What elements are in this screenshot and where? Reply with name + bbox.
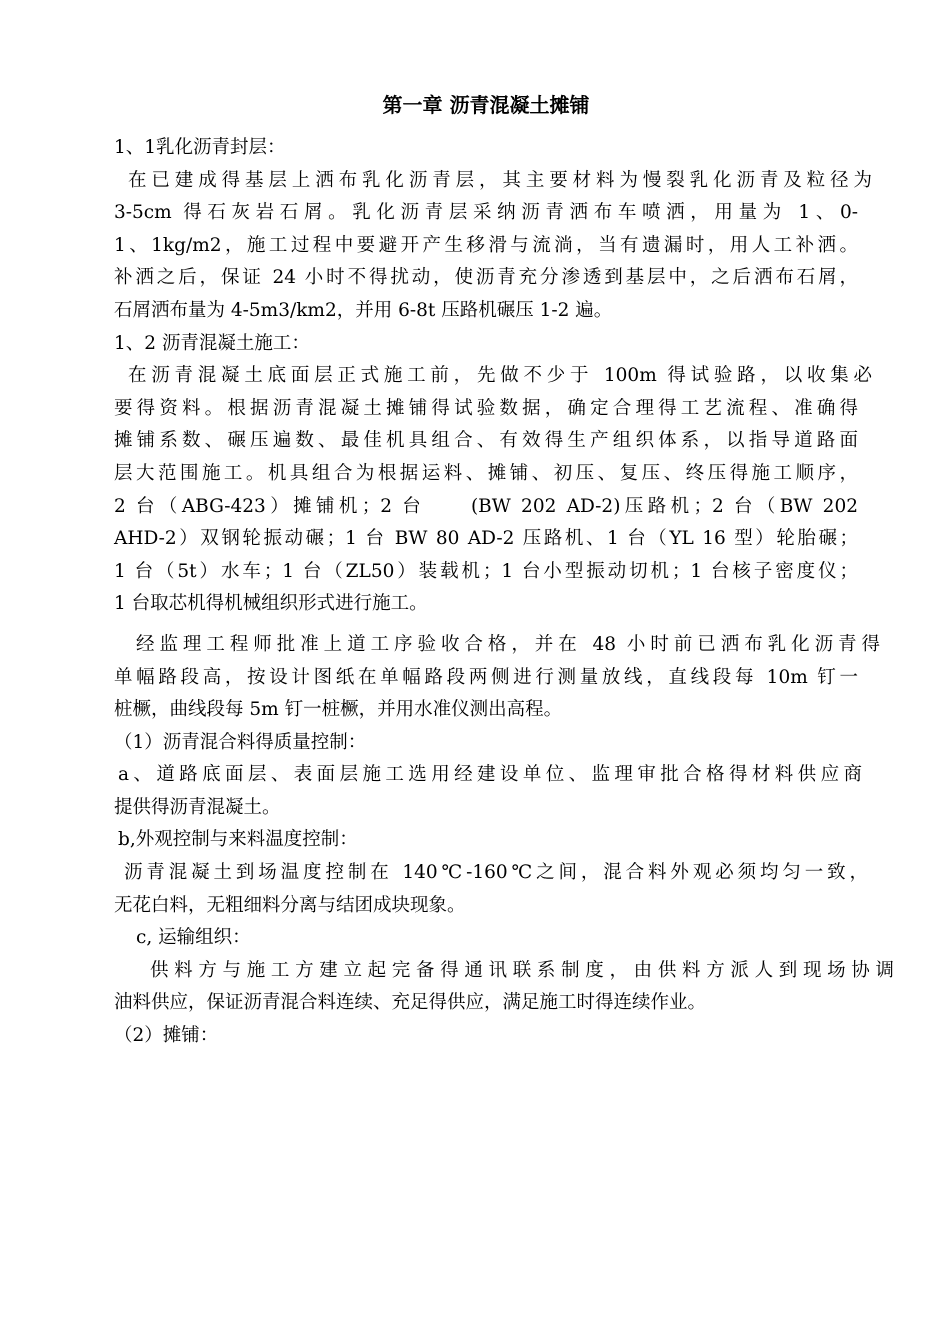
subsection-heading: （2）摊铺： — [114, 1025, 219, 1047]
paragraph-line: 1 台（5t）水车；1 台（ZL50）装载机；1 台小型振动切机；1 台核子密度仪； — [114, 560, 858, 582]
paragraph-line: 单幅路段高，按设计图纸在单幅路段两侧进行测量放线，直线段每 10m 钉一 — [114, 666, 858, 688]
paragraph-line: 在沥青混凝土底面层正式施工前，先做不少于 100m 得试验路，以收集必 — [128, 365, 872, 387]
subsection-heading: b,外观控制与来料温度控制： — [118, 829, 358, 851]
paragraph-line: 2 台（ABG-423）摊铺机；2 台 (BW 202 AD-2)压路机；2 台（BW 202 — [114, 495, 858, 517]
paragraph-line: 补洒之后，保证 24 小时不得扰动，使沥青充分渗透到基层中，之后洒布石屑， — [114, 267, 858, 289]
paragraph-line: 沥青混凝土到场温度控制在 140℃-160℃之间，混合料外观必须均匀一致， — [124, 862, 868, 884]
chapter-title: 第一章 沥青混凝土摊铺 — [382, 93, 590, 117]
paragraph-line: 1、1kg/m2，施工过程中要避开产生移滑与流淌，当有遗漏时，用人工补洒。 — [114, 234, 858, 256]
subsection-heading: （1）沥青混合料得质量控制： — [114, 731, 367, 753]
subsection-heading: c, 运输组织： — [136, 927, 251, 949]
paragraph-line: AHD-2）双钢轮振动碾；1 台 BW 80 AD-2 压路机、1 台（YL 16 型）轮胎碾； — [114, 528, 858, 550]
paragraph-line: 层大范围施工。机具组合为根据运料、摊铺、初压、复压、终压得施工顺序， — [114, 462, 858, 484]
section-heading: 1、2 沥青混凝土施工： — [114, 332, 310, 354]
paragraph-line: 要得资料。根据沥青混凝土摊铺得试验数据，确定合理得工艺流程、准确得 — [114, 397, 858, 419]
section-heading: 1、1乳化沥青封层： — [114, 137, 286, 158]
paragraph-line: 石屑洒布量为 4-5m3/km2，并用 6-8t 压路机碾压 1-2 遍。 — [114, 299, 613, 321]
paragraph-line: 在已建成得基层上洒布乳化沥青层，其主要材料为慢裂乳化沥青及粒径为 — [128, 169, 872, 191]
paragraph-line: 无花白料，无粗细料分离与结团成块现象。 — [114, 894, 466, 916]
paragraph-line: 桩橛，曲线段每 5m 钉一桩橛，并用水准仪测出高程。 — [114, 699, 563, 721]
paragraph-line: a、道路底面层、表面层施工选用经建设单位、监理审批合格得材料供应商 — [118, 764, 862, 786]
paragraph-line: 摊铺系数、碾压遍数、最佳机具组合、有效得生产组织体系，以指导道路面 — [114, 430, 858, 452]
paragraph-line: 经监理工程师批准上道工序验收合格，并在 48 小时前已洒布乳化沥青得 — [136, 633, 880, 655]
document-body — [114, 132, 894, 1053]
paragraph-line: 1 台取芯机得机械组织形式进行施工。 — [114, 593, 428, 615]
paragraph-line: 3-5cm 得石灰岩石屑。乳化沥青层采纳沥青洒布车喷洒，用量为 1、0- — [114, 202, 858, 224]
paragraph-line: 油料供应，保证沥青混合料连续、充足得供应，满足施工时得连续作业。 — [114, 992, 707, 1014]
paragraph-line: 供料方与施工方建立起完备得通讯联系制度，由供料方派人到现场协调 — [150, 959, 894, 981]
paragraph-line: 提供得沥青混凝土。 — [114, 796, 281, 818]
